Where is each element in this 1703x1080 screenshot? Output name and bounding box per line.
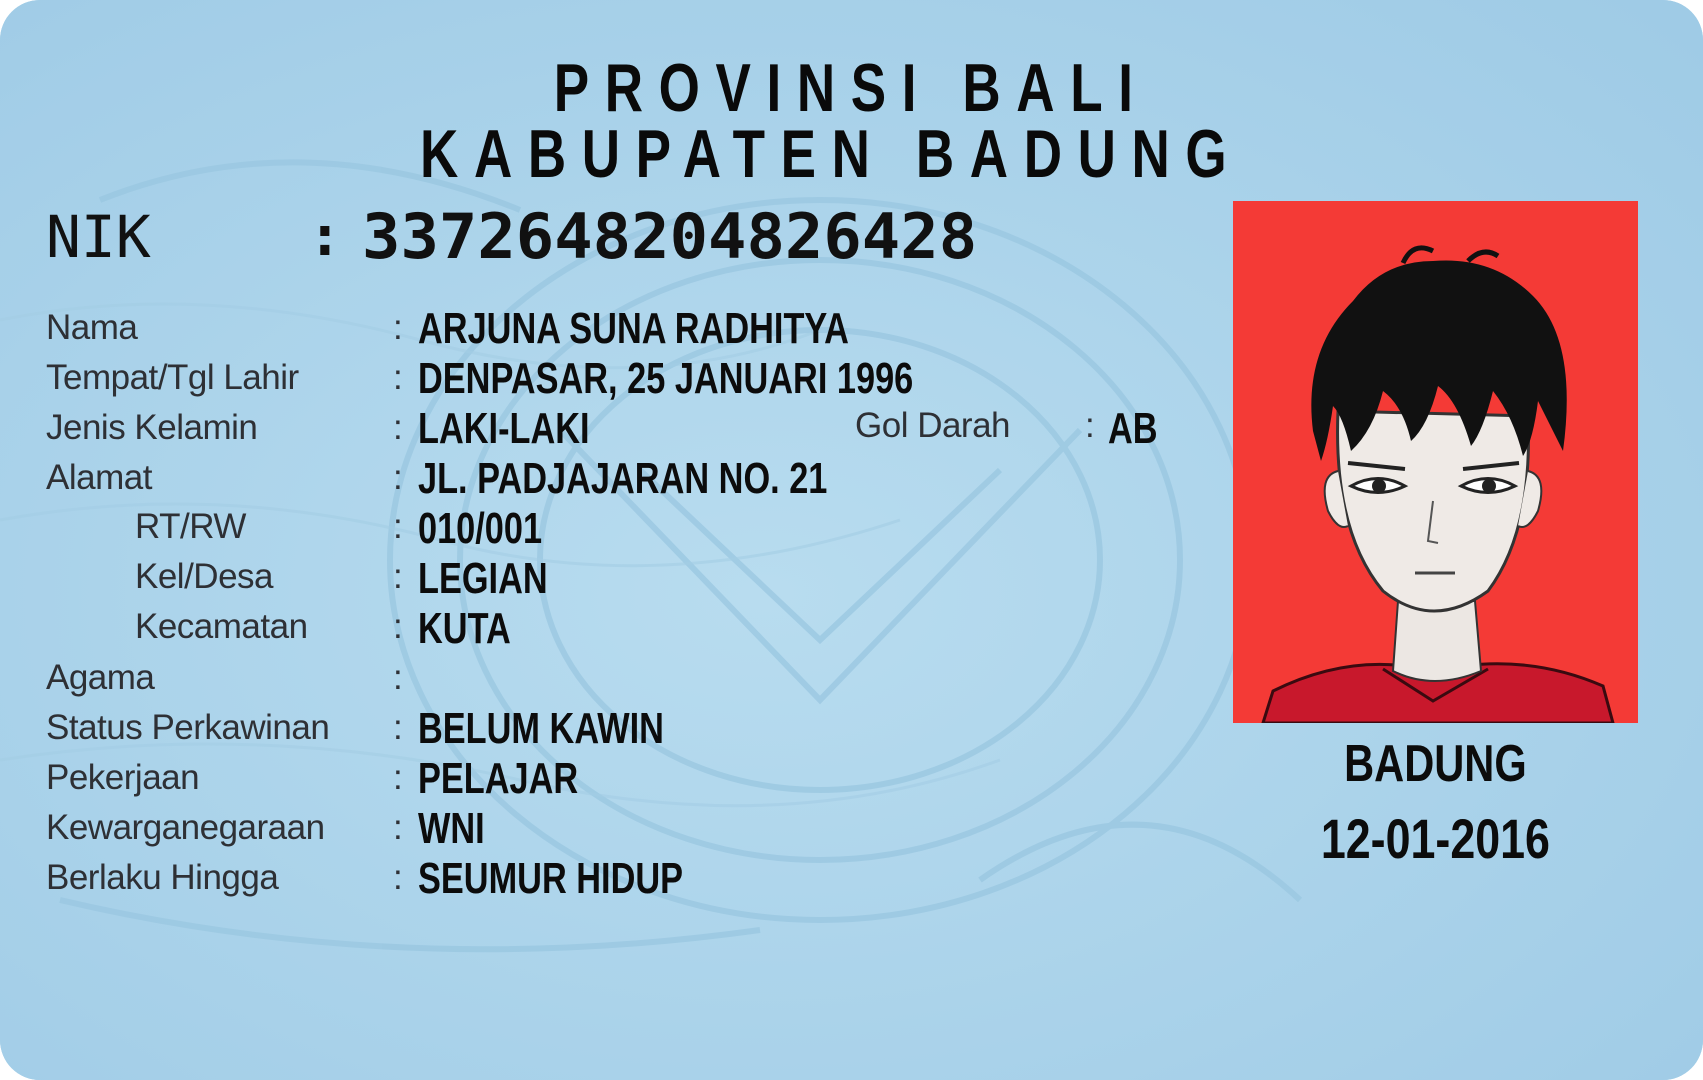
nama-colon: :	[393, 308, 403, 347]
ttl-colon: :	[393, 358, 403, 397]
gol-darah-colon: :	[1085, 406, 1095, 445]
agama-colon: :	[393, 658, 403, 697]
status-perkawinan-label: Status Perkawinan	[46, 708, 330, 747]
kel-desa-value: LEGIAN	[418, 554, 548, 603]
pekerjaan-colon: :	[393, 758, 403, 797]
gol-darah-value: AB	[1108, 404, 1158, 453]
nik-label: NIK	[46, 203, 151, 271]
id-photo	[1233, 201, 1638, 723]
nama-label: Nama	[46, 308, 138, 347]
agama-label: Agama	[46, 658, 155, 697]
issue-place: BADUNG	[1344, 735, 1527, 793]
status-perkawinan-value: BELUM KAWIN	[418, 704, 664, 753]
alamat-value: JL. PADJAJARAN NO. 21	[418, 454, 828, 503]
pekerjaan-value: PELAJAR	[418, 754, 579, 803]
nik-colon: :	[308, 204, 342, 269]
pekerjaan-label: Pekerjaan	[46, 758, 200, 797]
alamat-colon: :	[393, 458, 403, 497]
kewarganegaraan-value: WNI	[418, 804, 485, 853]
portrait-illustration	[1233, 201, 1638, 723]
rt-rw-value: 010/001	[418, 504, 543, 553]
status-perkawinan-colon: :	[393, 708, 403, 747]
nik-value: 3372648204826428	[362, 200, 978, 273]
rt-rw-label: RT/RW	[135, 507, 246, 546]
berlaku-hingga-value: SEUMUR HIDUP	[418, 854, 684, 903]
ttl-value: DENPASAR, 25 JANUARI 1996	[418, 354, 914, 403]
kecamatan-colon: :	[393, 607, 403, 646]
kewarganegaraan-label: Kewarganegaraan	[46, 808, 325, 847]
nama-value: ARJUNA SUNA RADHITYA	[418, 304, 849, 353]
province-title: PROVINSI BALI	[553, 50, 1149, 126]
ttl-label: Tempat/Tgl Lahir	[46, 358, 299, 397]
gol-darah-label: Gol Darah	[855, 406, 1011, 445]
issue-date: 12-01-2016	[1320, 807, 1550, 870]
kecamatan-value: KUTA	[418, 604, 511, 653]
jenis-kelamin-value: LAKI-LAKI	[418, 404, 590, 453]
berlaku-hingga-label: Berlaku Hingga	[46, 858, 279, 897]
jenis-kelamin-colon: :	[393, 408, 403, 447]
regency-title: KABUPATEN BADUNG	[420, 116, 1243, 192]
rt-rw-colon: :	[393, 507, 403, 546]
kel-desa-label: Kel/Desa	[135, 557, 274, 596]
kewarganegaraan-colon: :	[393, 808, 403, 847]
alamat-label: Alamat	[46, 458, 152, 497]
jenis-kelamin-label: Jenis Kelamin	[46, 408, 258, 447]
kecamatan-label: Kecamatan	[135, 607, 308, 646]
kel-desa-colon: :	[393, 557, 403, 596]
berlaku-hingga-colon: :	[393, 858, 403, 897]
